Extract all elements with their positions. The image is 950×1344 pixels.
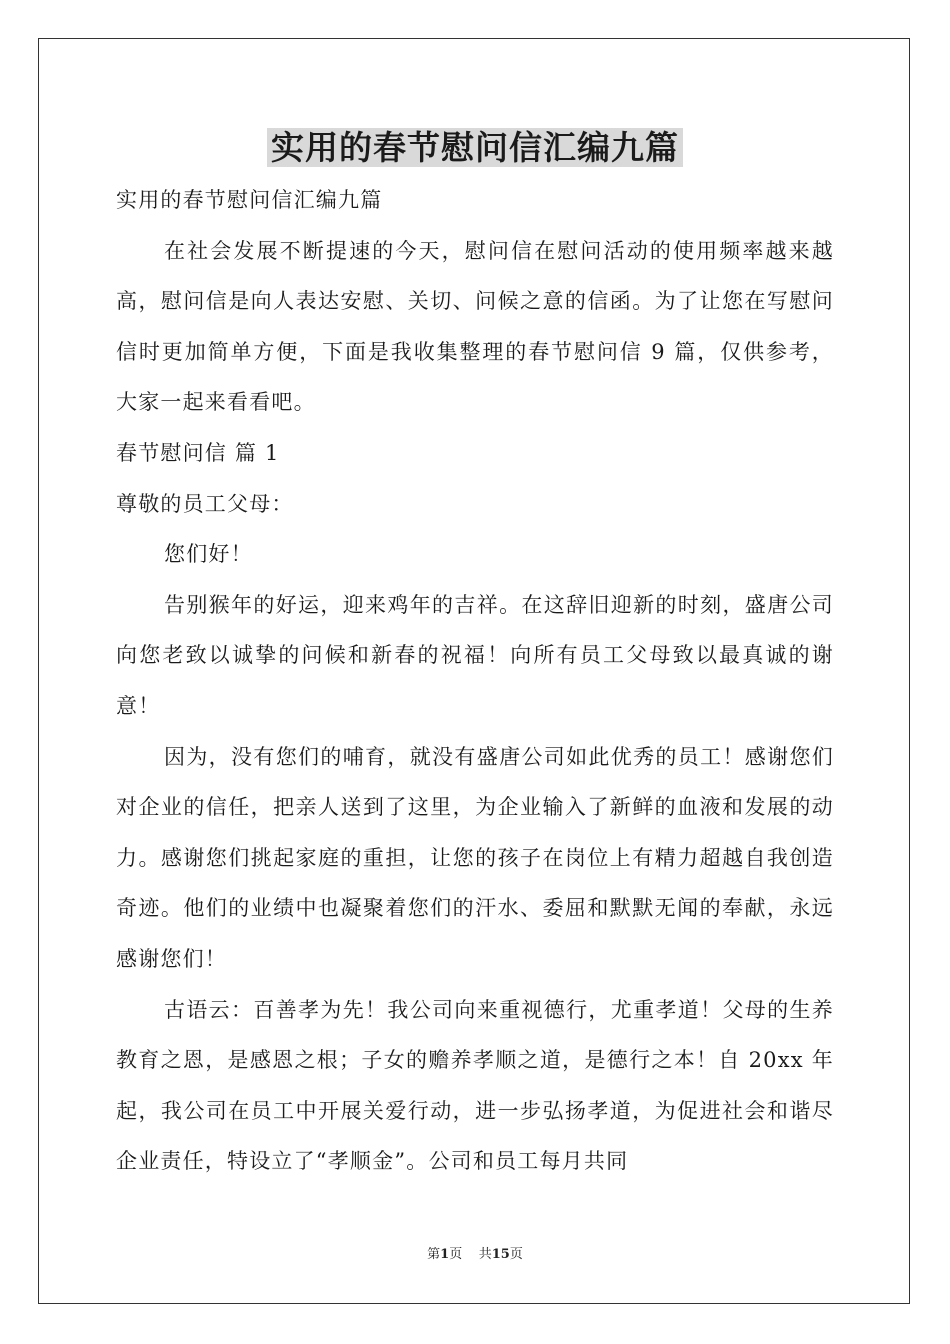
- paragraph-subtitle: 实用的春节慰问信汇编九篇: [116, 188, 383, 212]
- salutation: 尊敬的员工父母：: [116, 491, 294, 516]
- document-body: [116, 175, 834, 1187]
- footer-page-number: 1: [440, 1247, 450, 1262]
- greeting: 您们好！: [164, 542, 253, 567]
- paragraph-body: 因为，没有您们的哺育，就没有盛唐公司如此优秀的员工！感谢您们对企业的信任，把亲人送到了这里，为企业输入了新鲜的血液和发展的动力。感谢您们挑起家庭的重担，让您的孩子在岗位上有精力超越自我创造奇迹。他们的业绩中也凝聚着您们的汗水、委屈和默默无闻的奉献，永远感谢您们！: [116, 744, 834, 971]
- page-footer: [0, 1246, 950, 1264]
- document-title: [0, 126, 950, 170]
- footer-suffix: 页: [509, 1247, 523, 1262]
- paragraph-body: 告别猴年的好运，迎来鸡年的吉祥。在这辞旧迎新的时刻，盛唐公司向您老致以诚挚的问候和新春的祝福！向所有员工父母致以最真诚的谢意！: [116, 592, 834, 718]
- document-title-text: 实用的春节慰问信汇编九篇: [267, 128, 683, 167]
- footer-prefix: 第: [427, 1247, 441, 1262]
- footer-total-pages: 15: [491, 1247, 510, 1262]
- paragraph-intro: 在社会发展不断提速的今天，慰问信在慰问活动的使用频率越来越高，慰问信是向人表达安慰、关切、问候之意的信函。为了让您在写慰问信时更加简单方便，下面是我收集整理的春节慰问信 9 篇，仅供参考，大家一起来看看吧。: [116, 238, 834, 415]
- section-heading: 春节慰问信 篇 1: [116, 440, 280, 465]
- paragraph-body: 古语云：百善孝为先！我公司向来重视德行，尤重孝道！父母的生养教育之恩，是感恩之根；子女的赡养孝顺之道，是德行之本！自 20xx 年起，我公司在员工中开展关爱行动，进一步弘扬孝道，为促进社会和谐尽企业责任，特设立了“孝顺金”。公司和员工每月共同: [116, 997, 834, 1174]
- footer-middle: 页 共: [449, 1247, 492, 1262]
